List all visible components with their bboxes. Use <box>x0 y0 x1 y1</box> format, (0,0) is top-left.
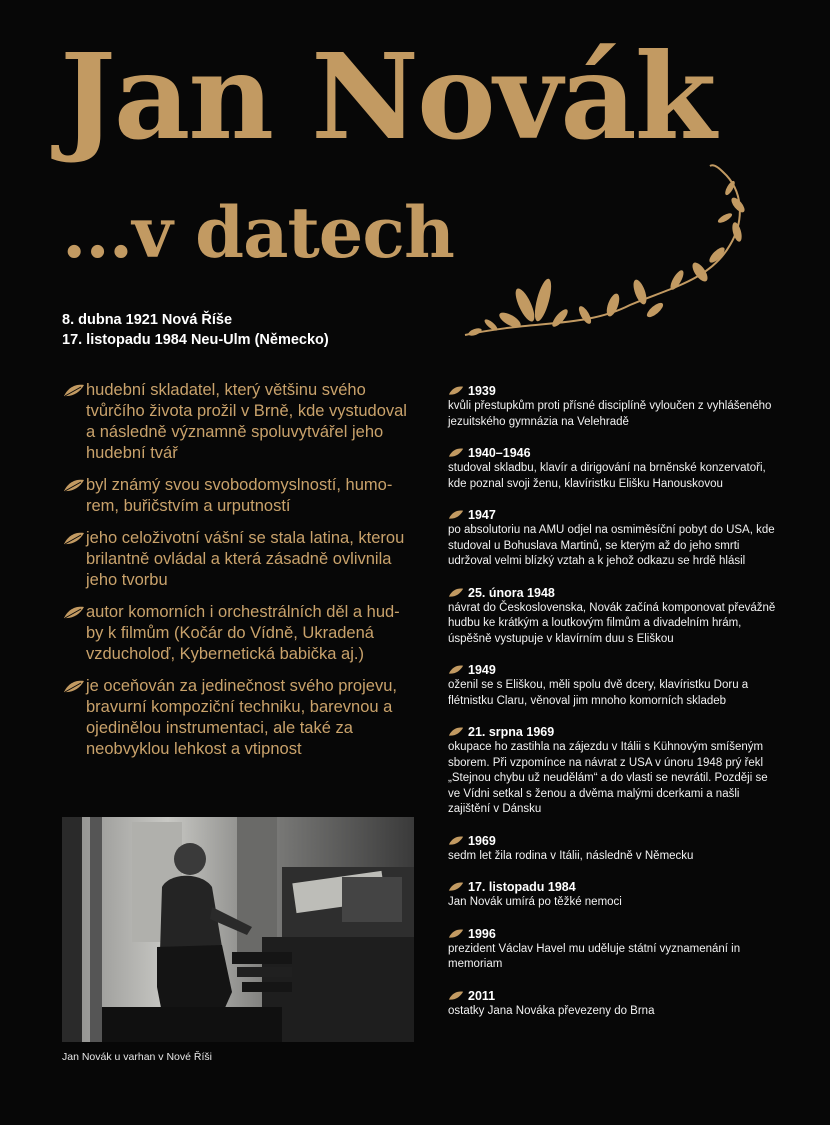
timeline-year: 1940–1946 <box>468 446 531 460</box>
timeline-entry <box>448 926 778 973</box>
timeline-year: 21. srpna 1969 <box>468 725 555 739</box>
timeline-year: 1949 <box>468 663 496 677</box>
timeline-text: oženil se s Eliškou, měli spolu dvě dcery, klavíristku Doru a flétnistku Claru, věnoval jim mnoho komorních skladeb <box>448 679 749 707</box>
leaf-icon <box>448 510 464 520</box>
leaf-icon <box>62 384 86 398</box>
timeline-year: 1939 <box>468 384 496 398</box>
leaf-icon <box>448 386 464 396</box>
leaf-icon <box>448 882 464 892</box>
bullet-item <box>62 676 407 760</box>
bullet-text: hudební skladatel, který většinu svého tvůrčího života prožil v Brně, kde vystudoval a následně významně spoluvytvářel jeho hudební tvář <box>86 381 407 462</box>
bullet-item <box>62 602 407 665</box>
bullet-text: autor komorních i orchestrálních děl a hudby k filmům (Kočár do Vídně, Ukradená vzducholoď, Kybernetická babička aj.) <box>86 603 400 663</box>
timeline-year: 17. listopadu 1984 <box>468 880 576 894</box>
page-title: Jan Novák <box>60 27 715 166</box>
timeline-entry <box>448 988 778 1020</box>
leaf-icon <box>448 665 464 675</box>
bullet-text: je oceňován za jedinečnost svého projevu, bravurní kompoziční techniku, barevnou a ojedinělou instrumentaci, ale také za neobvyklou lehkost a vtipnost <box>86 677 397 758</box>
timeline-entry <box>448 879 778 911</box>
leaf-icon <box>448 991 464 1001</box>
timeline-entry <box>448 445 778 492</box>
leaf-icon <box>448 727 464 737</box>
bullet-text: byl známý svou svobodomyslností, humorem, buřičstvím a urputností <box>86 476 393 515</box>
timeline-year: 25. února 1948 <box>468 585 555 600</box>
bullet-item <box>62 380 407 464</box>
laurel-branch-decoration <box>455 160 760 360</box>
timeline-text: kvůli přestupkům proti přísné disciplíně vyloučen z vyhlášeného jezuitského gymnázia na Velehradě <box>448 400 772 428</box>
timeline-text: ostatky Jana Nováka převezeny do Brna <box>448 1004 655 1017</box>
bullet-item <box>62 475 407 517</box>
timeline-text: okupace ho zastihla na zájezdu v Itálii s Kühnovým smíšeným sborem. Při vzpomínce na návrat z USA v únoru 1948 prý řekl „Stejnou chybu už neudělám“ a do vlasti se nevrátil. Později se ve Vídni setkal s ženou a dvěma malými dcerkami a našli zajištění v Dánsku <box>448 741 768 815</box>
timeline-entry <box>448 662 778 709</box>
leaf-icon <box>448 448 464 458</box>
timeline-entry <box>448 724 778 818</box>
organ-photo <box>62 817 414 1042</box>
timeline-text: návrat do Československa, Novák začíná komponovat převážně hudbu ke krátkým a loutkovým filmům a divadelním hrám, úspěšně vystupuje v klavírním duu s Eliškou <box>448 601 776 645</box>
timeline-entry <box>448 383 778 430</box>
leaf-icon <box>62 680 86 694</box>
timeline-year: 1969 <box>468 833 496 848</box>
timeline-entry <box>448 507 778 570</box>
biography-bullet-list <box>62 380 407 771</box>
photo-caption: Jan Novák u varhan v Nové Říši <box>62 1051 212 1063</box>
timeline-text: studoval skladbu, klavír a dirigování na brněnské konzervatoři, kde poznal svoji ženu, klavíristku Elišku Hanouskovou <box>448 462 766 490</box>
bullet-text: jeho celoživotní vášní se stala latina, kterou brilantně ovládal a která zásadně ovlivnila jeho tvorbu <box>86 529 405 589</box>
leaf-icon <box>448 836 464 846</box>
death-date: 17. listopadu 1984 Neu-Ulm (Německo) <box>62 332 329 348</box>
timeline-year: 1947 <box>468 508 496 522</box>
leaf-icon <box>62 606 86 620</box>
leaf-icon <box>448 929 464 939</box>
bullet-item <box>62 528 407 591</box>
birth-date: 8. dubna 1921 Nová Říše <box>62 312 233 328</box>
birth-death-dates <box>62 310 329 350</box>
leaf-icon <box>62 532 86 546</box>
timeline-text: prezident Václav Havel mu uděluje státní vyznamenání in memoriam <box>448 942 741 970</box>
timeline-year: 2011 <box>468 988 496 1003</box>
timeline <box>448 383 778 1034</box>
timeline-year: 1996 <box>468 926 496 941</box>
timeline-entry <box>448 833 778 865</box>
timeline-text: sedm let žila rodina v Itálii, následně v Německu <box>448 849 694 862</box>
timeline-text: Jan Novák umírá po těžké nemoci <box>448 896 622 908</box>
page-subtitle: ...v datech <box>62 191 454 274</box>
timeline-entry <box>448 585 778 648</box>
leaf-icon <box>448 588 464 598</box>
timeline-text: po absolutoriu na AMU odjel na osmiměsíční pobyt do USA, kde studoval u Bohuslava Martinů, se kterým až do jeho smrti udržoval velmi blízký vztah a k jehož odkazu se hrdě hlásil <box>448 524 775 567</box>
leaf-icon <box>62 479 86 493</box>
